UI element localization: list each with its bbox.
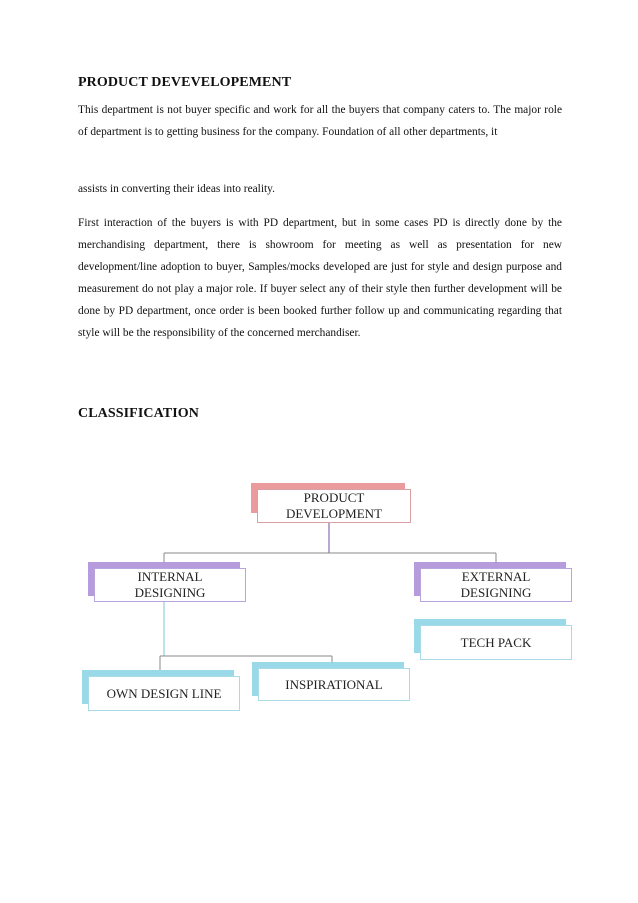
node-product-development-line1: PRODUCT <box>303 490 365 505</box>
node-product-development <box>257 489 411 523</box>
paragraph-interaction: First interaction of the buyers is with PD department, but in some cases PD is directly done by the merchandising department, there is showroom for meeting as well as presentation for new development/line adoption to buyer, Samples/mocks developed are just for style and design purpose and measurement do not play a major role. If buyer select any of their style then further development will be done by PD department, once order is been booked further follow up and communicating regarding that style will be the responsibility of the concerned merchandiser. <box>78 217 562 339</box>
node-product-development-line2: DEVELOPMENT <box>285 506 383 521</box>
node-internal-line2: DESIGNING <box>134 585 206 600</box>
paragraph-ideas: assists in converting their ideas into reality. <box>78 183 275 195</box>
node-own-design-label: OWN DESIGN LINE <box>106 685 222 701</box>
node-external-line2: DESIGNING <box>460 585 532 600</box>
section-heading-product-development: PRODUCT DEVEVELOPEMENT <box>78 75 292 90</box>
node-own-design-line <box>88 676 240 711</box>
node-external-designing <box>420 568 572 602</box>
paragraph-intro: This department is not buyer specific and work for all the buyers that company caters to. The major role of department is to getting business for the company. Foundation of all other departments, it <box>78 104 562 138</box>
node-internal-line1: INTERNAL <box>137 569 203 584</box>
node-external-line1: EXTERNAL <box>461 569 531 584</box>
node-tech-pack <box>420 625 572 660</box>
node-internal-designing <box>94 568 246 602</box>
node-inspirational-label: INSPIRATIONAL <box>285 676 383 692</box>
node-inspirational <box>258 668 410 701</box>
section-heading-classification: CLASSIFICATION <box>78 406 199 421</box>
node-tech-pack-label: TECH PACK <box>460 634 532 650</box>
